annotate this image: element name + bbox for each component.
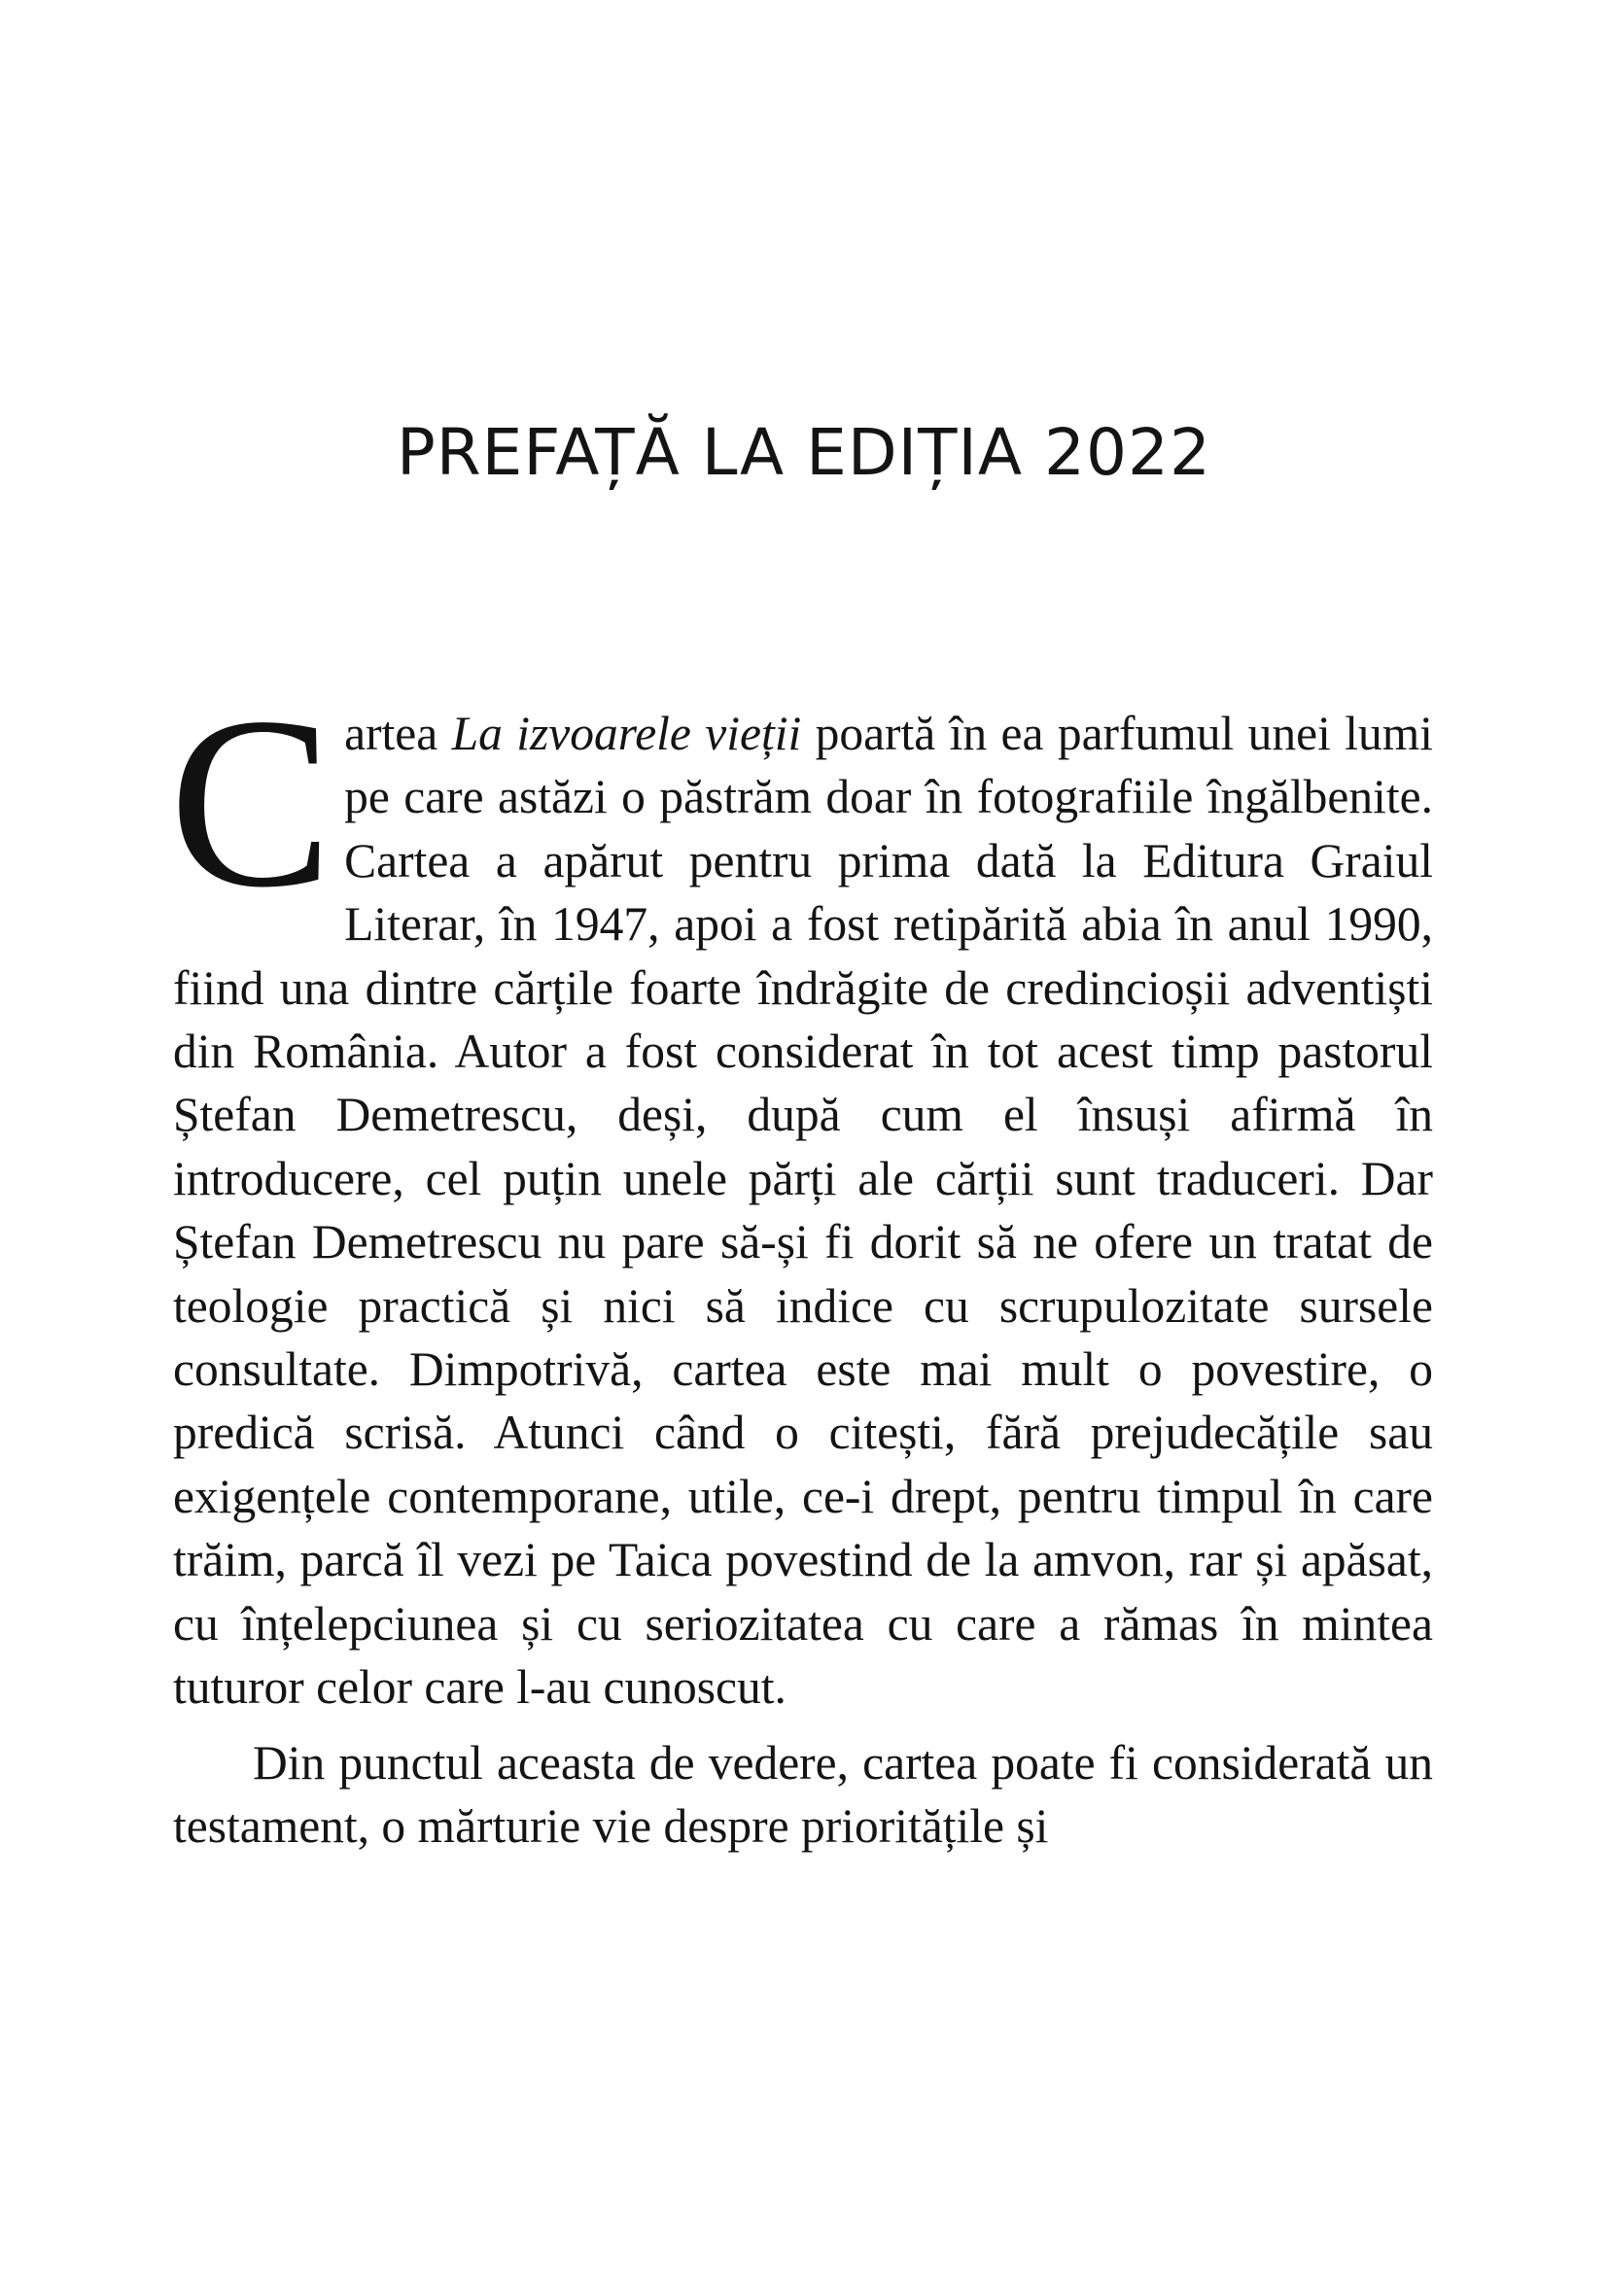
paragraph-1-lead: artea <box>344 707 452 760</box>
paragraph-2: Din punctul aceasta de vedere, cartea poate fi considerată un testament, o mărturie vie despre prioritățile și <box>173 1735 1433 1853</box>
chapter-title: PREFAȚĂ LA EDIȚIA 2022 <box>396 415 1211 490</box>
paragraph-1-text: poartă în ea parfumul unei lumi pe care astăzi o păstrăm doar în fotografiile îngălbenite. Cartea a apărut pentru prima dată la Editura Graiul Literar, în 1947, apoi a fost retipărită abia în anul 1990, fiind una dintre cărțile foarte îndrăgite de credincioșii adventiști din România. Autor a fost considerat în tot acest timp pastorul Ștefan Demetrescu, deși, după cum el însuși afirmă în introducere, cel puțin unele părți ale cărții sunt traduceri. Dar Ștefan Demetrescu nu pare să-și fi dorit să ne ofere un tratat de teologie practică și nici să indice cu scrupulozitate sursele consultate. Dimpotrivă, cartea este mai mult o povestire, o predică scrisă. Atunci când o citești, fără prejudecățile sau exigențele contemporane, utile, ce-i drept, pentru timpul în care trăim, parcă îl vezi pe Taica povestind de la amvon, rar și apăsat, cu înțelepciunea și cu seriozitatea cu care a rămas în mintea tuturor celor care l-au cunoscut. <box>173 707 1434 1715</box>
paragraph-1 <box>169 666 1434 1720</box>
preface-body <box>169 666 1434 1858</box>
book-title: La izvoarele vieții <box>451 707 802 760</box>
drop-cap: C <box>169 666 333 938</box>
